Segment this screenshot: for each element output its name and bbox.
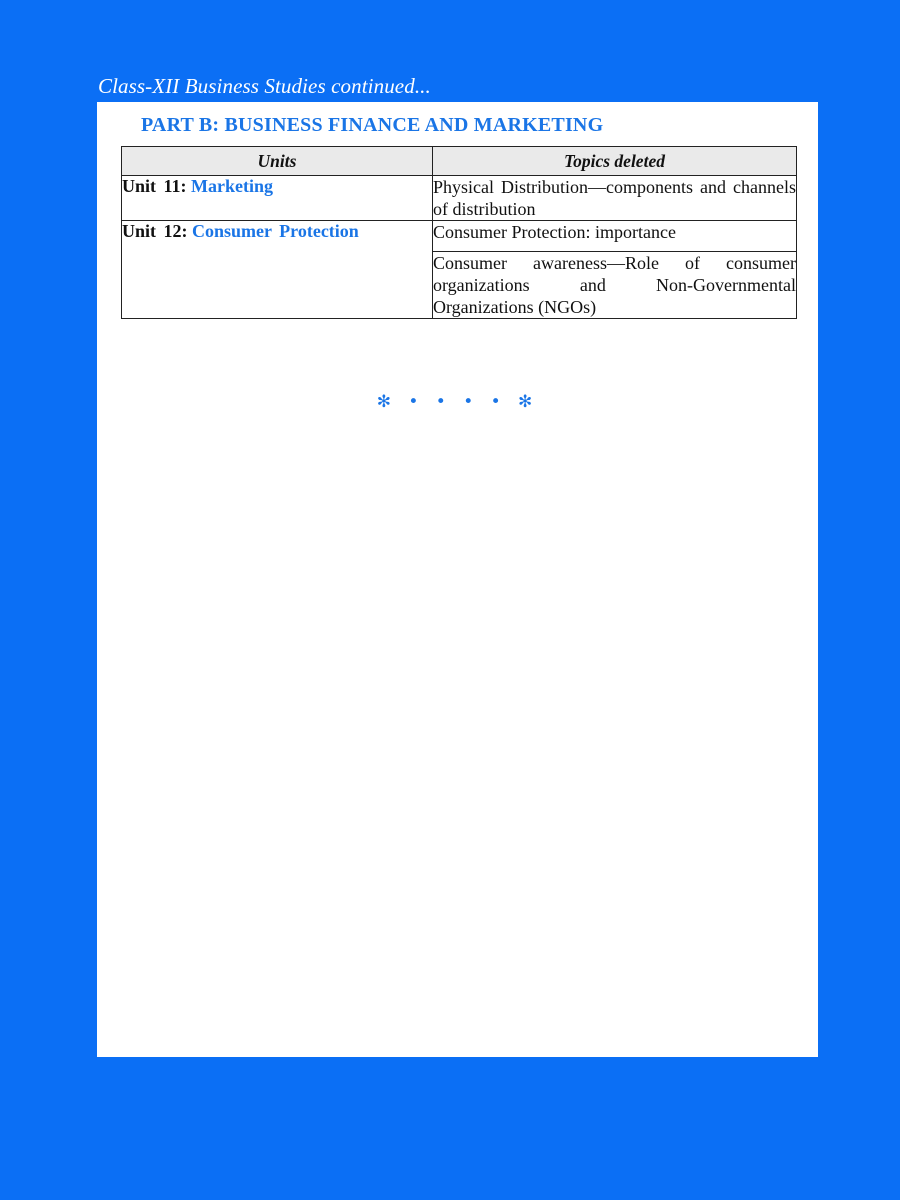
deleted-topics-table xyxy=(121,146,797,319)
section-title: PART B: BUSINESS FINANCE AND MARKETING xyxy=(141,114,604,136)
unit-number: Unit 12: xyxy=(122,221,188,241)
unit-number: Unit 11: xyxy=(122,176,187,196)
unit-cell xyxy=(122,176,433,221)
unit-cell xyxy=(122,221,433,319)
header-units: Units xyxy=(122,147,433,176)
table-header-row xyxy=(122,147,797,176)
end-ornament: ✻ • • • • ✻ xyxy=(376,392,539,412)
unit-name: Marketing xyxy=(191,176,273,196)
topic-cell: Physical Distribution—components and channels of distribution xyxy=(433,177,796,219)
topic-cell: Consumer Protection: importance xyxy=(433,221,797,252)
table-row xyxy=(122,176,797,221)
unit-name: Consumer Protection xyxy=(192,221,359,241)
topic-cell: Consumer awareness—Role of consumer organizations and Non-Governmental Organizations (NGOs) xyxy=(433,253,796,317)
running-head: Class-XII Business Studies continued... xyxy=(98,74,431,98)
document-page xyxy=(97,102,818,1057)
header-topics-deleted: Topics deleted xyxy=(433,147,797,176)
table-row xyxy=(122,221,797,252)
